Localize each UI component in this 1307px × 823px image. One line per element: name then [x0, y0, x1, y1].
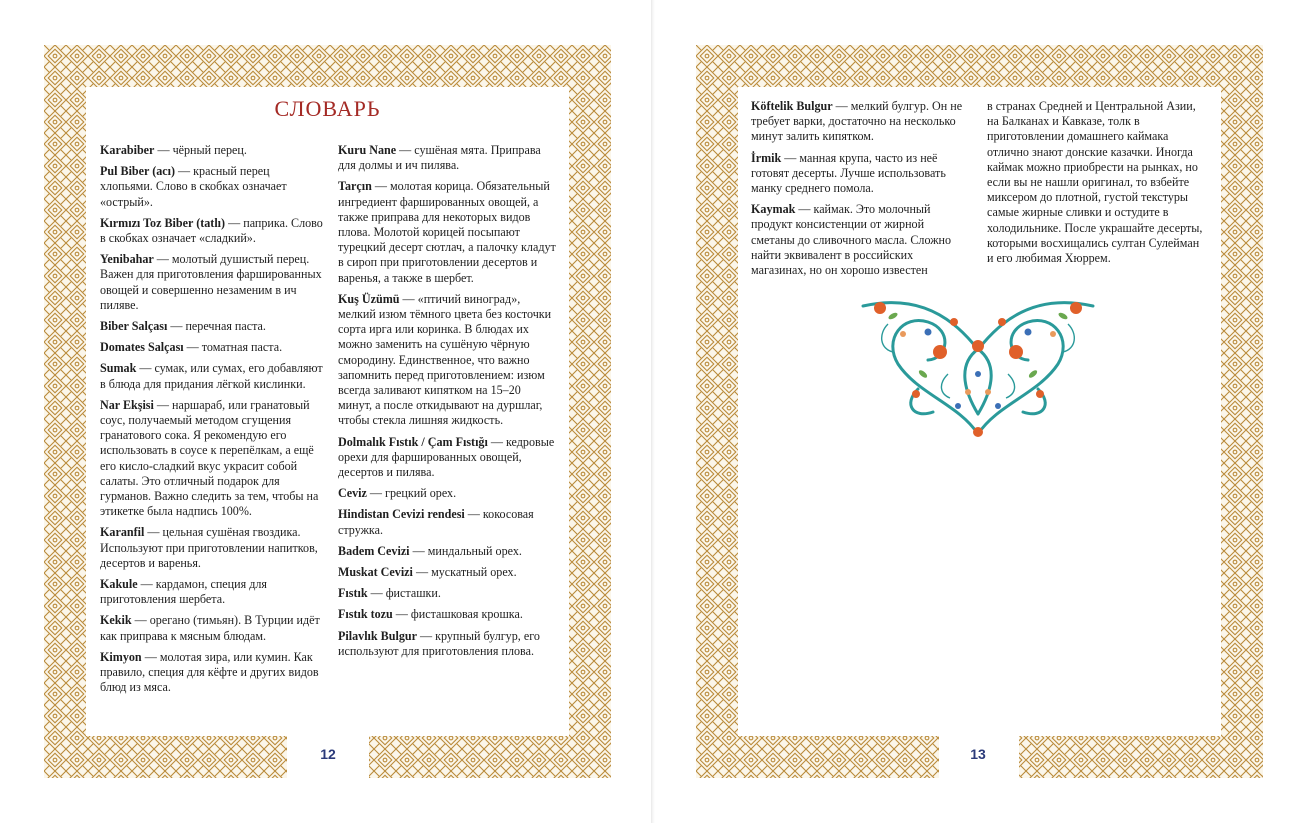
glossary-entry	[100, 650, 325, 696]
glossary-term: Köftelik Bulgur	[751, 99, 833, 113]
glossary-term: Hindistan Cevizi rendesi	[338, 507, 465, 522]
glossary-definition: — кедровые орехи для фаршированных овощей, десертов и пилява.	[338, 434, 555, 480]
glossary-term: Pilavlık Bulgur	[338, 628, 417, 643]
page-number-right: 13	[960, 746, 996, 762]
glossary-definition: — орегано (тимьян). В Турции идёт как приправа к мясным блюдам.	[100, 613, 320, 643]
glossary-definition: — молотый душистый перец. Важен для приготовления фаршированных овощей и совершенно незаменим в ич пиляве.	[100, 252, 322, 312]
glossary-entry	[100, 577, 325, 607]
glossary-definition: — мускатный орех.	[412, 565, 517, 580]
glossary-term: Kırmızı Toz Biber (tatlı)	[100, 215, 226, 230]
glossary-entry	[338, 607, 556, 622]
glossary-entry	[338, 292, 556, 429]
glossary-entry	[338, 544, 556, 559]
glossary-entry	[338, 586, 556, 601]
glossary-entry	[751, 151, 965, 197]
page-title: СЛОВАРЬ	[274, 96, 381, 121]
glossary-entry	[100, 252, 325, 313]
glossary-definition: — крупный булгур, его используют для приготовления плова.	[338, 628, 540, 658]
glossary-definition: — грецкий орех.	[366, 486, 457, 501]
glossary-term: Sumak	[100, 361, 137, 376]
glossary-definition: — сушёная мята. Приправа для долмы и ич пилява.	[338, 143, 541, 173]
glossary-entry	[100, 613, 325, 643]
left-page-column-2	[338, 143, 556, 665]
glossary-term: Kuru Nane	[338, 143, 397, 157]
glossary-term: Badem Cevizi	[338, 543, 410, 558]
glossary-entry	[100, 319, 325, 334]
glossary-entry	[987, 99, 1207, 266]
glossary-definition: — миндальный орех.	[409, 543, 522, 558]
glossary-entry	[338, 435, 556, 481]
glossary-definition: — фисташки.	[367, 586, 441, 601]
book-gutter	[651, 0, 655, 823]
glossary-term: Fıstık	[338, 586, 368, 601]
glossary-entry	[100, 361, 325, 391]
glossary-entry	[338, 486, 556, 501]
glossary-entry	[100, 525, 325, 571]
glossary-entry	[338, 507, 556, 537]
glossary-term: Muskat Cevizi	[338, 565, 413, 580]
glossary-definition: в странах Средней и Центральной Азии, на Балканах и Кавказе, толк в приготовлении домашнего каймака отлично знают донские казачки. Иногда каймак можно приобрести на рынках, но если вы не нашли оригинал, то взбейте миксером до плотной, густой текстуры самые жирные сливки и остудите в холодильнике. После украшайте десерты, которыми восхищались султан Сулейман и его любимая Хюррем.	[987, 99, 1203, 266]
glossary-definition: — молотая зира, или кумин. Как правило, специя для кёфте и других видов блюд из мяса.	[100, 649, 319, 695]
glossary-entry	[751, 202, 965, 278]
glossary-term: Biber Salçası	[100, 319, 168, 334]
glossary-term: Tarçın	[338, 179, 372, 194]
glossary-definition: — паприка. Слово в скобках означает «сладкий».	[100, 215, 323, 246]
glossary-entry	[100, 340, 325, 355]
glossary-definition: — молотая корица. Обязательный ингредиент фаршированных овощей, а также приправа для некоторых видов плова. Молотой корицей посыпают турецкий десерт сютлач, а палочку кладут в сироп при приготовлении десертов и варенья, а также в шербет.	[338, 179, 556, 285]
glossary-term: Nar Ekşisi	[100, 397, 154, 412]
glossary-term: Pul Biber (acı)	[100, 164, 176, 179]
glossary-entry	[751, 99, 965, 145]
glossary-entry	[100, 398, 325, 520]
glossary-term: Fıstık tozu	[338, 607, 393, 622]
glossary-term: Kakule	[100, 577, 138, 592]
glossary-entry	[338, 179, 556, 285]
glossary-entry	[100, 164, 325, 210]
glossary-term: Kekik	[100, 613, 132, 628]
glossary-definition: — перечная паста.	[167, 319, 266, 334]
glossary-term: İrmik	[751, 150, 782, 165]
glossary-entry	[338, 629, 556, 659]
glossary-definition: — наршараб, или гранатовый соус, получаемый методом сгущения гранатового сока. Я рекомендую его использовать в соусе к перепёлкам, а ещё его кисло-сладкий вкус украсит собой салаты. Это отличный подарок для гурманов. Важно следить за тем, чтобы на этикетке была надпись 100%.	[100, 397, 319, 519]
glossary-entry	[338, 143, 556, 173]
glossary-definition: — «птичий виноград», мелкий изюм тёмного цвета без косточки сорта ирга или коринка. В блюдах их можно заменить на сушёную чёрную смородину. Единственное, что важно запомнить перед приготовлением: изюм всегда заливают кипятком на 15–20 минут, а после откидывают на дуршлаг, чтобы стекла лишняя жидкость.	[338, 291, 552, 428]
glossary-entry	[338, 565, 556, 580]
glossary-definition: — фисташковая крошка.	[392, 607, 523, 622]
glossary-term: Kuş Üzümü	[338, 291, 400, 306]
floral-ornament	[858, 294, 1098, 440]
glossary-term: Domates Salçası	[100, 340, 184, 355]
glossary-term: Kaymak	[751, 202, 796, 217]
glossary-term: Yenibahar	[100, 252, 154, 267]
glossary-term: Karabiber	[100, 143, 155, 157]
glossary-definition: — манная крупа, часто из неё готовят десерты. Лучше использовать манку среднего помола.	[751, 150, 946, 196]
glossary-definition: — кардамон, специя для приготовления шербета.	[100, 577, 267, 607]
glossary-definition: — каймак. Это молочный продукт консистенции от жирной сметаны до сливочного масла. Сложно найти эквивалент в российских магазинах, но он хорошо известен	[751, 202, 952, 278]
right-page-column-1	[751, 99, 965, 284]
page-number-left: 12	[310, 746, 346, 762]
glossary-definition: — чёрный перец.	[154, 143, 247, 157]
glossary-definition: — красный перец хлопьями. Слово в скобках означает «острый».	[100, 164, 287, 209]
glossary-term: Kimyon	[100, 649, 142, 664]
glossary-term: Karanfil	[100, 525, 145, 540]
glossary-definition: — сумак, или сумах, его добавляют в блюда для придания лёгкой кислинки.	[100, 361, 323, 391]
right-page-column-2	[987, 99, 1207, 272]
glossary-definition: — кокосовая стружка.	[338, 507, 534, 537]
glossary-definition: — мелкий булгур. Он не требует варки, достаточно на несколько минут залить кипятком.	[751, 99, 963, 144]
left-page-column-1	[100, 143, 325, 702]
glossary-term: Dolmalık Fıstık / Çam Fıstığı	[338, 434, 488, 449]
glossary-entry	[100, 143, 325, 158]
glossary-definition: — томатная паста.	[183, 340, 283, 355]
glossary-definition: — цельная сушёная гвоздика. Используют при приготовлении напитков, десертов и варенья.	[100, 525, 318, 570]
glossary-entry	[100, 216, 325, 246]
glossary-term: Ceviz	[338, 486, 367, 501]
